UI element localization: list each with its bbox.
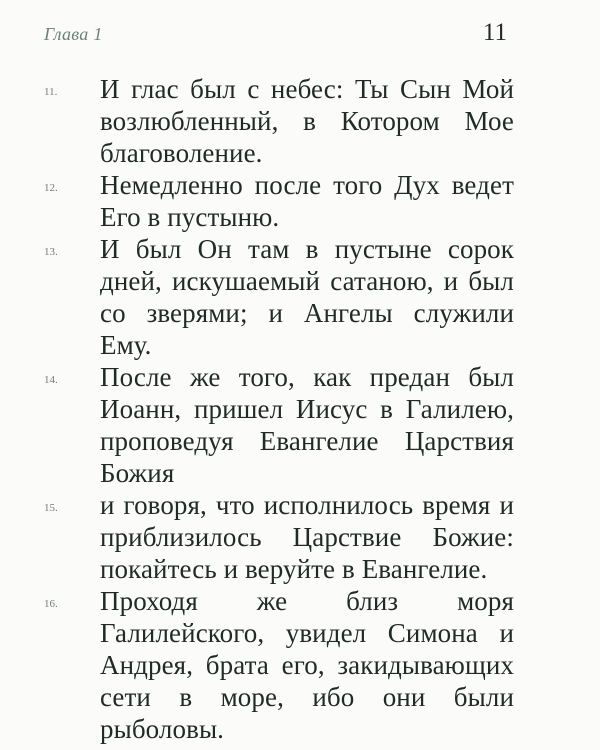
verse-number: 14. [44,374,58,386]
verse-number: 13. [44,246,58,258]
verse-number: 15. [44,502,58,514]
verse-number: 11. [44,86,58,98]
verse-text: И был Он там в пустыне сорок дней, искушаемый сатаною, и был со зверями; и Ангелы служили Ему. [100,234,514,360]
verse-14 [44,361,514,489]
verse-list [44,73,514,745]
verse-text: Немедленно после того Дух ведет Его в пустыню. [100,170,514,232]
verse-15 [44,489,514,585]
verse-number: 16. [44,598,58,610]
verse-text: И глас был с небес: Ты Сын Мой возлюбленный, в Котором Мое благоволение. [100,74,514,168]
verse-12 [44,169,514,233]
chapter-header: Глава 1 [44,24,103,44]
verse-13 [44,233,514,361]
verse-text: Проходя же близ моря Галилейского, увидел Симона и Андрея, брата его, закидывающих сети в море, ибо они были рыболовы. [100,586,514,744]
verse-number: 12. [44,182,58,194]
verse-16 [44,585,514,745]
verse-text: и говоря, что исполнилось время и приблизилось Царствие Божие: покайтесь и веруйте в Евангелие. [100,490,514,584]
verse-11 [44,73,514,169]
verse-text: После же того, как предан был Иоанн, пришел Иисус в Галилею, проповедуя Евангелие Царствия Божия [100,362,514,488]
page-number: 11 [482,19,507,46]
